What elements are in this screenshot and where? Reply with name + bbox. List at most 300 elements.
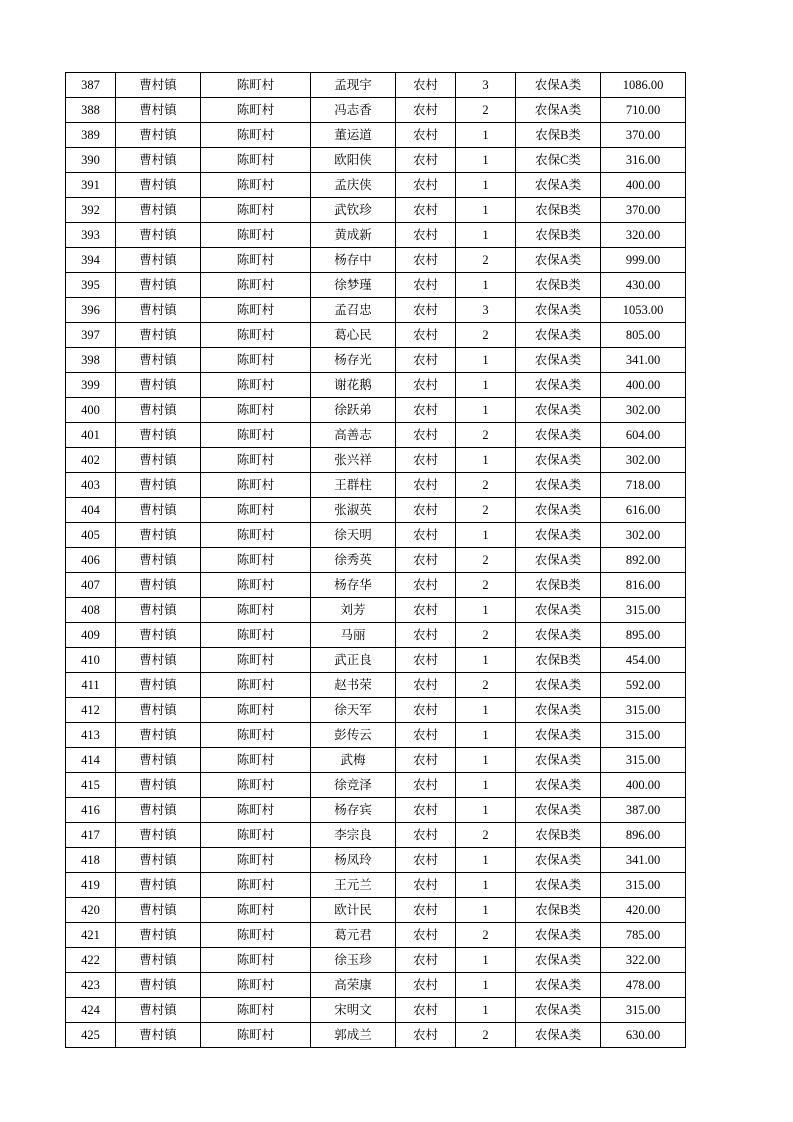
table-cell: 农保A类	[516, 173, 601, 198]
table-cell: 农保A类	[516, 298, 601, 323]
table-cell: 陈町村	[201, 673, 311, 698]
table-cell: 曹村镇	[116, 373, 201, 398]
table-cell: 陈町村	[201, 773, 311, 798]
table-cell: 401	[66, 423, 116, 448]
table-cell: 曹村镇	[116, 223, 201, 248]
table-cell: 陈町村	[201, 948, 311, 973]
table-cell: 陈町村	[201, 473, 311, 498]
table-cell: 农保A类	[516, 398, 601, 423]
table-cell: 1	[456, 523, 516, 548]
table-cell: 曹村镇	[116, 698, 201, 723]
table-cell: 785.00	[601, 923, 686, 948]
table-cell: 农保A类	[516, 1023, 601, 1048]
table-cell: 农村	[396, 723, 456, 748]
table-row	[66, 698, 686, 723]
table-cell: 407	[66, 573, 116, 598]
table-cell: 徐竞泽	[311, 773, 396, 798]
table-cell: 陈町村	[201, 248, 311, 273]
table-cell: 农保A类	[516, 848, 601, 873]
table-cell: 1	[456, 348, 516, 373]
table-cell: 陈町村	[201, 148, 311, 173]
table-cell: 农村	[396, 923, 456, 948]
table-cell: 赵书荣	[311, 673, 396, 698]
table-cell: 农村	[396, 873, 456, 898]
table-cell: 农村	[396, 448, 456, 473]
table-cell: 农村	[396, 223, 456, 248]
table-cell: 曹村镇	[116, 823, 201, 848]
table-cell: 388	[66, 98, 116, 123]
table-cell: 陈町村	[201, 398, 311, 423]
table-cell: 陈町村	[201, 523, 311, 548]
table-cell: 农村	[396, 998, 456, 1023]
table-cell: 302.00	[601, 448, 686, 473]
table-cell: 曹村镇	[116, 448, 201, 473]
table-cell: 葛心民	[311, 323, 396, 348]
table-cell: 农保A类	[516, 323, 601, 348]
table-cell: 农保A类	[516, 548, 601, 573]
table-cell: 农保B类	[516, 198, 601, 223]
table-cell: 592.00	[601, 673, 686, 698]
table-cell: 杨存华	[311, 573, 396, 598]
table-cell: 陈町村	[201, 598, 311, 623]
table-cell: 农保B类	[516, 223, 601, 248]
table-cell: 389	[66, 123, 116, 148]
table-cell: 农村	[396, 423, 456, 448]
table-cell: 322.00	[601, 948, 686, 973]
table-cell: 曹村镇	[116, 998, 201, 1023]
table-cell: 农村	[396, 248, 456, 273]
table-cell: 1	[456, 648, 516, 673]
table-cell: 陈町村	[201, 323, 311, 348]
table-cell: 1	[456, 598, 516, 623]
table-cell: 403	[66, 473, 116, 498]
table-cell: 陈町村	[201, 873, 311, 898]
table-row	[66, 73, 686, 98]
table-cell: 农村	[396, 148, 456, 173]
table-cell: 农村	[396, 648, 456, 673]
table-cell: 曹村镇	[116, 523, 201, 548]
table-cell: 400	[66, 398, 116, 423]
table-row	[66, 898, 686, 923]
table-row	[66, 273, 686, 298]
table-cell: 404	[66, 498, 116, 523]
table-cell: 曹村镇	[116, 648, 201, 673]
table-cell: 孟召忠	[311, 298, 396, 323]
table-body	[66, 73, 686, 1048]
table-cell: 陈町村	[201, 373, 311, 398]
table-cell: 2	[456, 473, 516, 498]
table-cell: 1	[456, 398, 516, 423]
table-cell: 曹村镇	[116, 98, 201, 123]
table-cell: 农村	[396, 848, 456, 873]
subsidy-table	[65, 72, 686, 1048]
table-cell: 陈町村	[201, 173, 311, 198]
table-cell: 2	[456, 673, 516, 698]
table-cell: 农村	[396, 748, 456, 773]
table-cell: 徐梦瑾	[311, 273, 396, 298]
table-row	[66, 773, 686, 798]
table-cell: 陈町村	[201, 848, 311, 873]
table-cell: 孟现宇	[311, 73, 396, 98]
table-cell: 武正良	[311, 648, 396, 673]
table-cell: 391	[66, 173, 116, 198]
table-cell: 1	[456, 998, 516, 1023]
table-row	[66, 373, 686, 398]
table-cell: 农村	[396, 123, 456, 148]
table-cell: 2	[456, 923, 516, 948]
table-cell: 农保A类	[516, 923, 601, 948]
table-cell: 农村	[396, 173, 456, 198]
table-cell: 420.00	[601, 898, 686, 923]
table-cell: 387	[66, 73, 116, 98]
table-cell: 曹村镇	[116, 748, 201, 773]
table-cell: 420	[66, 898, 116, 923]
table-cell: 曹村镇	[116, 973, 201, 998]
table-cell: 农保A类	[516, 998, 601, 1023]
table-cell: 392	[66, 198, 116, 223]
table-cell: 397	[66, 323, 116, 348]
table-cell: 陈町村	[201, 573, 311, 598]
table-cell: 1	[456, 948, 516, 973]
table-cell: 315.00	[601, 723, 686, 748]
table-cell: 1	[456, 273, 516, 298]
table-cell: 341.00	[601, 348, 686, 373]
table-cell: 1086.00	[601, 73, 686, 98]
table-row	[66, 348, 686, 373]
table-cell: 曹村镇	[116, 923, 201, 948]
table-cell: 418	[66, 848, 116, 873]
table-cell: 1	[456, 173, 516, 198]
table-cell: 曹村镇	[116, 298, 201, 323]
table-cell: 390	[66, 148, 116, 173]
table-cell: 1	[456, 448, 516, 473]
table-cell: 农保A类	[516, 773, 601, 798]
table-cell: 2	[456, 1023, 516, 1048]
table-row	[66, 173, 686, 198]
table-cell: 武梅	[311, 748, 396, 773]
table-cell: 王群柱	[311, 473, 396, 498]
table-row	[66, 598, 686, 623]
table-cell: 杨存光	[311, 348, 396, 373]
table-cell: 曹村镇	[116, 123, 201, 148]
table-cell: 农保B类	[516, 648, 601, 673]
table-cell: 曹村镇	[116, 398, 201, 423]
table-cell: 曹村镇	[116, 548, 201, 573]
table-cell: 农保A类	[516, 73, 601, 98]
table-cell: 710.00	[601, 98, 686, 123]
table-cell: 郭成兰	[311, 1023, 396, 1048]
table-cell: 农村	[396, 348, 456, 373]
table-cell: 农村	[396, 948, 456, 973]
table-cell: 曹村镇	[116, 598, 201, 623]
table-cell: 农村	[396, 798, 456, 823]
table-cell: 陈町村	[201, 348, 311, 373]
table-cell: 402	[66, 448, 116, 473]
table-cell: 陈町村	[201, 748, 311, 773]
table-cell: 2	[456, 98, 516, 123]
table-cell: 316.00	[601, 148, 686, 173]
table-cell: 370.00	[601, 123, 686, 148]
table-cell: 1	[456, 798, 516, 823]
table-cell: 农保A类	[516, 348, 601, 373]
table-cell: 895.00	[601, 623, 686, 648]
table-cell: 刘芳	[311, 598, 396, 623]
table-cell: 2	[456, 548, 516, 573]
table-cell: 892.00	[601, 548, 686, 573]
table-cell: 农保A类	[516, 723, 601, 748]
table-cell: 1	[456, 898, 516, 923]
table-cell: 341.00	[601, 848, 686, 873]
table-row	[66, 823, 686, 848]
table-cell: 896.00	[601, 823, 686, 848]
table-cell: 农村	[396, 898, 456, 923]
table-cell: 2	[456, 323, 516, 348]
table-cell: 412	[66, 698, 116, 723]
table-cell: 陈町村	[201, 223, 311, 248]
table-cell: 农保A类	[516, 798, 601, 823]
table-cell: 农村	[396, 298, 456, 323]
table-cell: 农村	[396, 973, 456, 998]
table-row	[66, 323, 686, 348]
table-cell: 农村	[396, 498, 456, 523]
table-cell: 农村	[396, 73, 456, 98]
table-cell: 413	[66, 723, 116, 748]
table-cell: 陈町村	[201, 273, 311, 298]
table-cell: 农保A类	[516, 698, 601, 723]
table-cell: 张兴祥	[311, 448, 396, 473]
table-cell: 宋明文	[311, 998, 396, 1023]
table-cell: 416	[66, 798, 116, 823]
table-cell: 谢花鹅	[311, 373, 396, 398]
table-cell: 陈町村	[201, 823, 311, 848]
table-cell: 农保A类	[516, 748, 601, 773]
table-cell: 陈町村	[201, 448, 311, 473]
table-cell: 1	[456, 223, 516, 248]
table-row	[66, 298, 686, 323]
table-cell: 396	[66, 298, 116, 323]
table-cell: 农保A类	[516, 373, 601, 398]
table-row	[66, 648, 686, 673]
table-cell: 曹村镇	[116, 273, 201, 298]
table-cell: 高善志	[311, 423, 396, 448]
table-cell: 杨存宾	[311, 798, 396, 823]
table-cell: 欧计民	[311, 898, 396, 923]
table-cell: 农村	[396, 598, 456, 623]
table-cell: 陈町村	[201, 548, 311, 573]
table-cell: 农村	[396, 98, 456, 123]
table-cell: 陈町村	[201, 923, 311, 948]
table-cell: 农保A类	[516, 623, 601, 648]
table-row	[66, 873, 686, 898]
table-cell: 冯志香	[311, 98, 396, 123]
table-cell: 农村	[396, 198, 456, 223]
table-cell: 农村	[396, 1023, 456, 1048]
table-cell: 孟庆侠	[311, 173, 396, 198]
table-cell: 302.00	[601, 523, 686, 548]
table-cell: 398	[66, 348, 116, 373]
table-cell: 630.00	[601, 1023, 686, 1048]
table-cell: 徐玉珍	[311, 948, 396, 973]
table-cell: 2	[456, 423, 516, 448]
table-row	[66, 423, 686, 448]
table-cell: 478.00	[601, 973, 686, 998]
table-cell: 315.00	[601, 698, 686, 723]
table-cell: 曹村镇	[116, 948, 201, 973]
table-cell: 1	[456, 873, 516, 898]
table-cell: 394	[66, 248, 116, 273]
table-cell: 王元兰	[311, 873, 396, 898]
table-cell: 曹村镇	[116, 673, 201, 698]
table-cell: 农保B类	[516, 273, 601, 298]
table-cell: 陈町村	[201, 423, 311, 448]
table-cell: 农村	[396, 823, 456, 848]
table-row	[66, 123, 686, 148]
table-cell: 农保B类	[516, 823, 601, 848]
table-cell: 曹村镇	[116, 798, 201, 823]
table-cell: 马丽	[311, 623, 396, 648]
table-cell: 陈町村	[201, 73, 311, 98]
table-cell: 陈町村	[201, 973, 311, 998]
table-cell: 422	[66, 948, 116, 973]
table-cell: 农村	[396, 623, 456, 648]
table-cell: 1053.00	[601, 298, 686, 323]
table-cell: 曹村镇	[116, 348, 201, 373]
table-cell: 黄成新	[311, 223, 396, 248]
table-cell: 曹村镇	[116, 898, 201, 923]
table-cell: 曹村镇	[116, 873, 201, 898]
table-cell: 曹村镇	[116, 248, 201, 273]
table-cell: 葛元君	[311, 923, 396, 948]
table-cell: 陈町村	[201, 198, 311, 223]
table-cell: 2	[456, 573, 516, 598]
table-cell: 1	[456, 848, 516, 873]
table-row	[66, 498, 686, 523]
table-row	[66, 473, 686, 498]
table-cell: 816.00	[601, 573, 686, 598]
table-row	[66, 798, 686, 823]
table-cell: 2	[456, 248, 516, 273]
table-cell: 农村	[396, 673, 456, 698]
table-cell: 400.00	[601, 373, 686, 398]
table-cell: 406	[66, 548, 116, 573]
table-cell: 320.00	[601, 223, 686, 248]
table-cell: 杨存中	[311, 248, 396, 273]
table-cell: 陈町村	[201, 623, 311, 648]
table-cell: 曹村镇	[116, 148, 201, 173]
table-cell: 2	[456, 823, 516, 848]
table-cell: 农保A类	[516, 973, 601, 998]
table-cell: 武钦珍	[311, 198, 396, 223]
table-cell: 1	[456, 698, 516, 723]
table-cell: 曹村镇	[116, 848, 201, 873]
table-row	[66, 673, 686, 698]
table-row	[66, 198, 686, 223]
table-cell: 曹村镇	[116, 498, 201, 523]
table-cell: 高荣康	[311, 973, 396, 998]
table-row	[66, 748, 686, 773]
table-cell: 农村	[396, 273, 456, 298]
table-cell: 999.00	[601, 248, 686, 273]
table-cell: 曹村镇	[116, 323, 201, 348]
table-cell: 农村	[396, 398, 456, 423]
table-row	[66, 148, 686, 173]
table-cell: 曹村镇	[116, 773, 201, 798]
table-cell: 陈町村	[201, 798, 311, 823]
table-cell: 1	[456, 773, 516, 798]
table-cell: 616.00	[601, 498, 686, 523]
table-cell: 411	[66, 673, 116, 698]
table-row	[66, 398, 686, 423]
table-cell: 2	[456, 498, 516, 523]
table-cell: 1	[456, 373, 516, 398]
table-cell: 405	[66, 523, 116, 548]
table-cell: 1	[456, 723, 516, 748]
table-cell: 曹村镇	[116, 173, 201, 198]
table-row	[66, 548, 686, 573]
table-cell: 农保A类	[516, 498, 601, 523]
table-cell: 农保A类	[516, 448, 601, 473]
table-cell: 农保B类	[516, 898, 601, 923]
table-row	[66, 223, 686, 248]
table-row	[66, 573, 686, 598]
table-cell: 农保C类	[516, 148, 601, 173]
table-row	[66, 848, 686, 873]
table-row	[66, 523, 686, 548]
table-cell: 419	[66, 873, 116, 898]
table-cell: 农保A类	[516, 473, 601, 498]
table-cell: 393	[66, 223, 116, 248]
table-cell: 农村	[396, 523, 456, 548]
table-cell: 农保A类	[516, 248, 601, 273]
table-cell: 417	[66, 823, 116, 848]
table-cell: 农保A类	[516, 673, 601, 698]
table-cell: 彭传云	[311, 723, 396, 748]
table-cell: 409	[66, 623, 116, 648]
table-cell: 曹村镇	[116, 198, 201, 223]
table-row	[66, 723, 686, 748]
table-cell: 400.00	[601, 773, 686, 798]
table-cell: 农保B类	[516, 123, 601, 148]
table-cell: 3	[456, 298, 516, 323]
table-cell: 陈町村	[201, 498, 311, 523]
table-cell: 曹村镇	[116, 473, 201, 498]
table-cell: 徐天明	[311, 523, 396, 548]
table-cell: 曹村镇	[116, 623, 201, 648]
table-cell: 430.00	[601, 273, 686, 298]
table-cell: 农村	[396, 548, 456, 573]
table-cell: 曹村镇	[116, 423, 201, 448]
table-cell: 陈町村	[201, 298, 311, 323]
table-cell: 陈町村	[201, 698, 311, 723]
table-cell: 农村	[396, 473, 456, 498]
table-cell: 410	[66, 648, 116, 673]
table-cell: 604.00	[601, 423, 686, 448]
table-row	[66, 98, 686, 123]
table-cell: 1	[456, 198, 516, 223]
table-cell: 徐天军	[311, 698, 396, 723]
table-cell: 454.00	[601, 648, 686, 673]
table-cell: 408	[66, 598, 116, 623]
table-cell: 农保A类	[516, 598, 601, 623]
table-row	[66, 923, 686, 948]
table-cell: 370.00	[601, 198, 686, 223]
table-cell: 农保B类	[516, 573, 601, 598]
table-cell: 415	[66, 773, 116, 798]
table-cell: 414	[66, 748, 116, 773]
table-cell: 315.00	[601, 748, 686, 773]
table-cell: 陈町村	[201, 998, 311, 1023]
table-cell: 农保A类	[516, 948, 601, 973]
